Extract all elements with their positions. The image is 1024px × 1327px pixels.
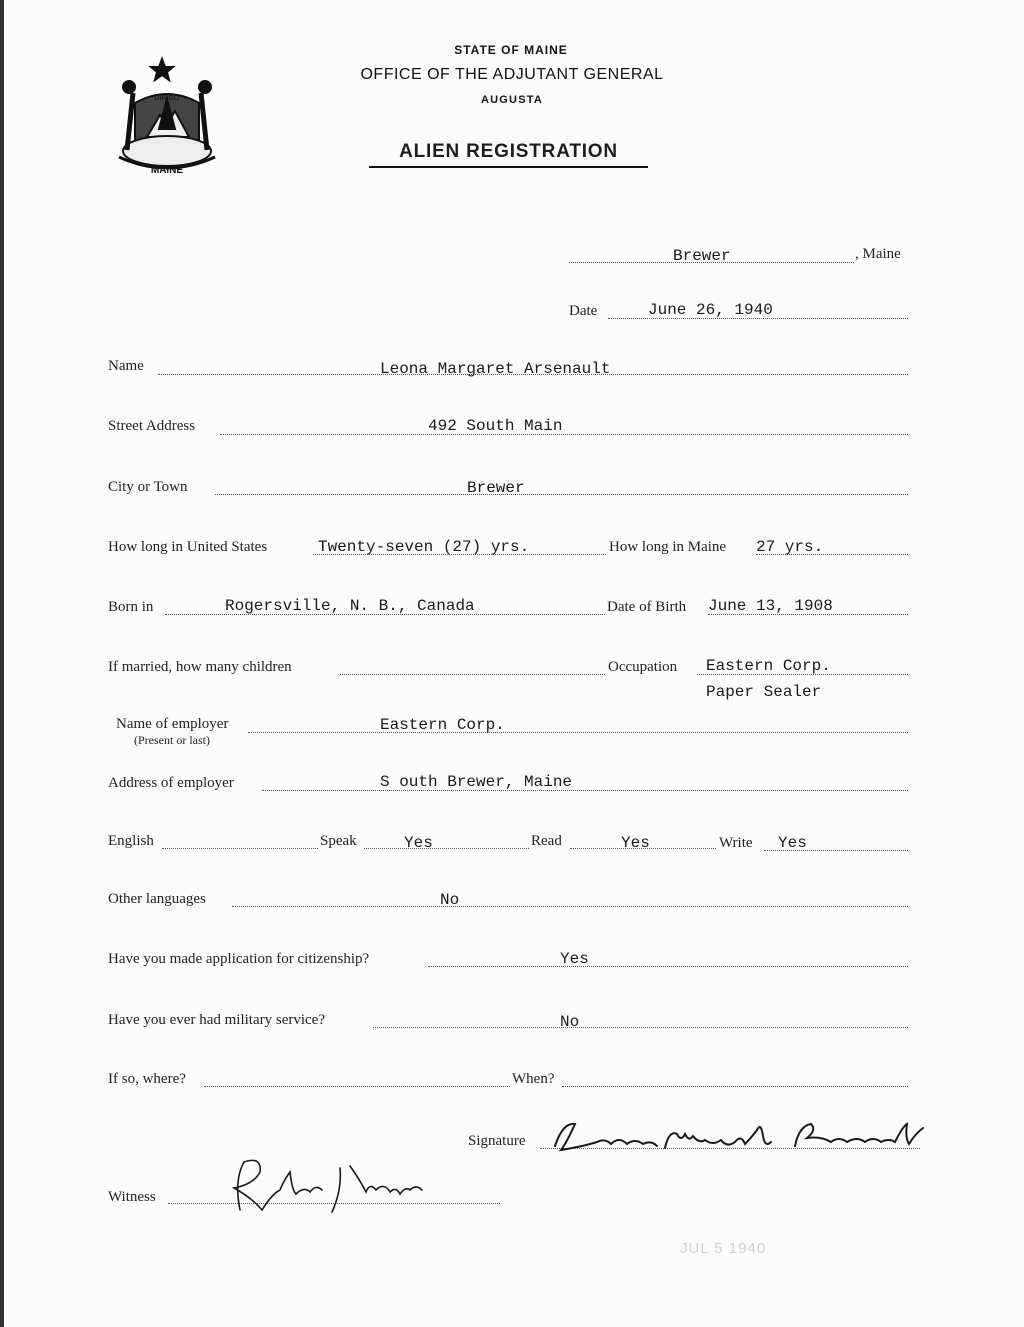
born-label: Born in [108, 599, 154, 615]
us-duration-label: How long in United States [108, 539, 268, 555]
other-languages-label: Other languages [108, 891, 206, 907]
header-city: AUGUSTA [481, 94, 543, 106]
us-duration-value: Twenty-seven (27) yrs. [318, 538, 530, 556]
date-value: June 26, 1940 [648, 301, 773, 319]
city-label: City or Town [108, 479, 188, 495]
witness-handwriting [200, 1150, 440, 1230]
when-line [562, 1086, 908, 1087]
street-value: 492 South Main [428, 417, 563, 435]
employer-line [248, 732, 908, 733]
speak-line [364, 848, 529, 849]
place-value: Brewer [673, 247, 731, 265]
read-value: Yes [621, 834, 650, 852]
military-line [373, 1027, 908, 1028]
scan-edge [0, 0, 4, 1327]
street-label: Street Address [108, 418, 196, 434]
born-value: Rogersville, N. B., Canada [225, 597, 475, 615]
form-title: ALIEN REGISTRATION [369, 141, 648, 168]
signature-label: Signature [468, 1133, 526, 1149]
city-value: Brewer [467, 479, 525, 497]
citizenship-label: Have you made application for citizenship? [108, 951, 370, 967]
other-languages-value: No [440, 891, 460, 909]
citizenship-value: Yes [560, 950, 589, 968]
seal-label: MAINE [150, 165, 184, 176]
maine-duration-label: How long in Maine [609, 539, 727, 555]
citizenship-line [428, 966, 908, 967]
speak-label: Speak [320, 833, 357, 849]
children-label: If married, how many children [108, 659, 292, 675]
write-label: Write [719, 835, 753, 851]
witness-label: Witness [108, 1189, 156, 1205]
name-value: Leona Margaret Arsenault [380, 360, 611, 378]
write-value: Yes [778, 834, 807, 852]
street-line [220, 434, 908, 435]
employer-sublabel: (Present or last) [134, 733, 210, 747]
city-line [215, 494, 908, 495]
employer-address-value: S outh Brewer, Maine [380, 773, 573, 791]
date-label: Date [569, 303, 598, 319]
english-line [162, 848, 318, 849]
maine-duration-value: 27 yrs. [756, 538, 824, 556]
read-label: Read [531, 833, 562, 849]
where-line [204, 1086, 510, 1087]
children-line [340, 674, 605, 675]
employer-value: Eastern Corp. [380, 716, 505, 734]
occupation-label: Occupation [608, 659, 678, 675]
employer-label: Name of employer [116, 716, 229, 732]
occupation-value: Eastern Corp. [706, 657, 831, 675]
speak-value: Yes [404, 834, 433, 852]
header-office: OFFICE OF THE ADJUTANT GENERAL [360, 66, 664, 83]
name-label: Name [108, 358, 144, 374]
place-suffix: , Maine [855, 246, 901, 262]
when-label: When? [512, 1071, 555, 1087]
military-label: Have you ever had military service? [108, 1012, 325, 1028]
dob-label: Date of Birth [607, 599, 687, 615]
dob-value: June 13, 1908 [708, 597, 833, 615]
other-languages-line [232, 906, 908, 907]
employer-address-line [262, 790, 908, 791]
english-label: English [108, 833, 154, 849]
seal-motto: DIRIGO [154, 95, 180, 102]
military-value: No [560, 1013, 580, 1031]
signature-handwriting [545, 1112, 930, 1162]
received-stamp: JUL 5 1940 [680, 1240, 767, 1257]
employer-address-label: Address of employer [108, 775, 234, 791]
header-state: STATE OF MAINE [454, 43, 568, 57]
where-label: If so, where? [108, 1071, 186, 1087]
occupation-value-2: Paper Sealer [706, 683, 822, 701]
